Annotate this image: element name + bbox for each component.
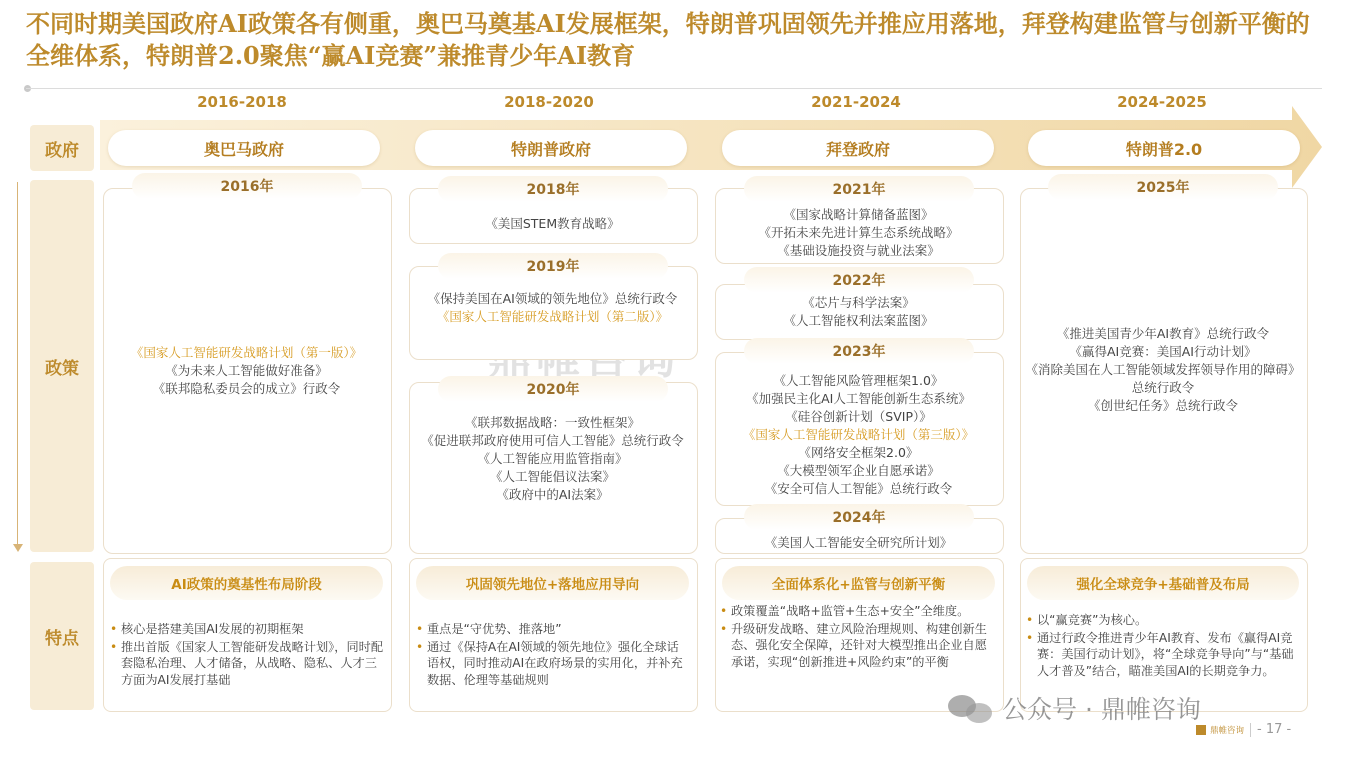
policy-item: 《人工智能风险管理框架1.0》: [773, 373, 944, 388]
feature-points: [416, 621, 690, 689]
period-label: 2021-2024: [811, 93, 901, 111]
wechat-watermark: [946, 690, 1201, 726]
policy-item: 《促进联邦政府使用可信人工智能》总统行政令: [421, 433, 684, 448]
feature-point: • 升级研发战略、建立风险治理规则、构建创新生态、强化安全保障，还针对大模型推出企业自愿承诺，实现“创新推进+风险约束”的平衡: [720, 621, 998, 671]
feature-point: • 核心是搭建美国AI发展的初期框架: [110, 621, 384, 638]
policy-item: 《安全可信人工智能》总统行政令: [764, 481, 953, 496]
policy-item: 《人工智能倡议法案》: [489, 469, 615, 484]
admin-trump: 特朗普政府: [415, 130, 687, 166]
policy-item: 《为未来人工智能做好准备》: [165, 363, 328, 378]
footer-brand: 鼎帷咨询: [1210, 725, 1245, 736]
policy-item: 《芯片与科学法案》: [802, 295, 915, 310]
policy-item: 《国家人工智能研发战略计划（第三版）》: [742, 427, 975, 442]
policy-item: 《开拓未来先进计算生态系统战略》: [758, 225, 959, 240]
feature-point: • 通过行政令推进青少年AI教育、发布《赢得AI竞赛：美国行动计划》，将“全球竞争导向”与“基础人才普及”结合，瞄准美国AI的长期竞争力。: [1026, 630, 1302, 680]
admin-biden: 拜登政府: [722, 130, 994, 166]
policy-item: 《国家人工智能研发战略计划（第二版）》: [436, 309, 669, 324]
policy-item: 《保持美国在AI领域的领先地位》总统行政令: [427, 291, 678, 306]
feature-title: 巩固领先地位+落地应用导向: [416, 566, 689, 600]
policy-item: 《联邦隐私委员会的成立》行政令: [152, 381, 341, 396]
year-tab: 2019年: [438, 253, 668, 279]
footer-divider: [1250, 723, 1251, 737]
period-label: 2016-2018: [197, 93, 287, 111]
policy-item: 《创世纪任务》总统行政令: [1087, 398, 1238, 413]
policy-item: 《联邦数据战略：一致性框架》: [464, 415, 640, 430]
feature-title: AI政策的奠基性布局阶段: [110, 566, 383, 600]
policy-item: 《政府中的AI法案》: [496, 487, 609, 502]
vertical-timeline-line: [17, 182, 18, 548]
policy-item: 《大模型领军企业自愿承诺》: [777, 463, 940, 478]
feature-points: [110, 621, 384, 689]
policy-list: [414, 414, 691, 504]
feature-point: • 推出首版《国家人工智能研发战略计划》，同时配套隐私治理、人才储备，从战略、隐私、人才三方面为AI发展打基础: [110, 639, 384, 689]
year-tab: 2021年: [744, 176, 974, 202]
year-tab: 2018年: [438, 176, 668, 202]
period-label: 2018-2020: [504, 93, 594, 111]
policy-list: [104, 344, 389, 398]
policy-list: [410, 215, 695, 233]
policy-list: [716, 294, 1001, 330]
policy-item: 《网络安全框架2.0》: [798, 445, 919, 460]
row-label-government: 政府: [30, 125, 94, 171]
policy-item: 《人工智能应用监管指南》: [477, 451, 628, 466]
feature-title: 强化全球竞争+基础普及布局: [1027, 566, 1299, 600]
wechat-icon: [946, 693, 994, 723]
policy-list: [716, 534, 1001, 552]
row-label-policy: 政策: [30, 180, 94, 552]
feature-point: • 重点是“守优势、推落地”: [416, 621, 690, 638]
period-label: 2024-2025: [1117, 93, 1207, 111]
year-tab: 2024年: [744, 504, 974, 530]
policy-list: [716, 372, 1001, 498]
year-tab: 2016年: [132, 173, 362, 199]
feature-points: [1026, 612, 1302, 680]
policy-list: [1024, 325, 1302, 415]
page-title: 不同时期美国政府AI政策各有侧重，奥巴马奠基AI发展框架，特朗普巩固领先并推应用落地，拜登构建监管与创新平衡的全维体系，特朗普2.0聚焦“赢AI竞赛”兼推青少年AI教育: [26, 9, 1310, 70]
down-arrow-icon: [13, 544, 23, 552]
page-number: - 17 -: [1257, 722, 1292, 737]
feature-point: • 政策覆盖“战略+监管+生态+安全”全维度。: [720, 603, 998, 620]
year-tab: 2023年: [744, 338, 974, 364]
policy-item: 《推进美国青少年AI教育》总统行政令: [1056, 326, 1270, 341]
row-label-features: 特点: [30, 562, 94, 710]
policy-item: 《国家人工智能研发战略计划（第一版）》: [130, 345, 363, 360]
top-divider: [26, 88, 1322, 89]
year-tab: 2020年: [438, 376, 668, 402]
policy-item: 《赢得AI竞赛：美国AI行动计划》: [1069, 344, 1257, 359]
admin-obama: 奥巴马政府: [108, 130, 380, 166]
policy-item: 《硅谷创新计划（SVIP）》: [785, 409, 932, 424]
policy-item: 《基础设施投资与就业法案》: [777, 243, 940, 258]
policy-list: [414, 290, 691, 326]
policy-item: 《美国STEM教育战略》: [485, 216, 620, 231]
policy-item: 《消除美国在人工智能领域发挥领导作用的障碍》总统行政令: [1025, 362, 1301, 395]
wechat-watermark-text: 公众号 · 鼎帷咨询: [1002, 695, 1201, 724]
feature-title: 全面体系化+监管与创新平衡: [722, 566, 995, 600]
policy-item: 《国家战略计算储备蓝图》: [783, 207, 934, 222]
policy-item: 《人工智能权利法案蓝图》: [783, 313, 934, 328]
brand-logo-icon: [1196, 725, 1206, 735]
policy-item: 《美国人工智能安全研究所计划》: [764, 535, 953, 550]
admin-trump-2: 特朗普2.0: [1028, 130, 1300, 166]
policy-item: 《加强民主化AI人工智能创新生态系统》: [746, 391, 971, 406]
feature-points: [720, 603, 998, 671]
year-tab: 2025年: [1048, 174, 1278, 200]
year-tab: 2022年: [744, 267, 974, 293]
feature-point: • 通过《保持A在AI领域的领先地位》强化全球话语权，同时推动AI在政府场景的实用化，并补充数据、伦理等基础规则: [416, 639, 690, 689]
page-footer: [1196, 722, 1291, 737]
feature-point: • 以“赢竞赛”为核心。: [1026, 612, 1302, 629]
policy-list: [716, 206, 1001, 260]
